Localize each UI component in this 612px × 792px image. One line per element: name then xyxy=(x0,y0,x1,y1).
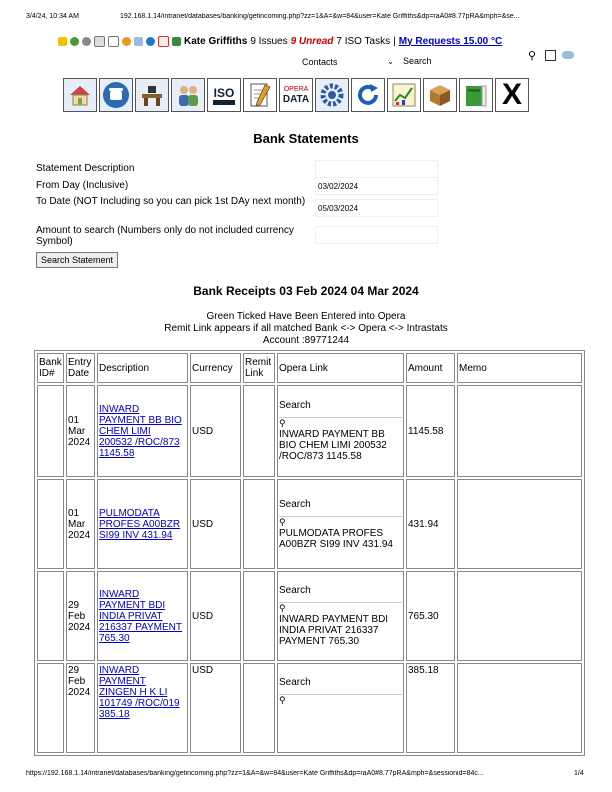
data-label: DATA xyxy=(282,94,310,105)
entry-date-cell xyxy=(66,385,95,477)
opera-search-button[interactable]: Search xyxy=(279,498,311,510)
star-icon[interactable] xyxy=(58,37,67,46)
status-bar xyxy=(58,34,598,48)
entry-year: 2024 xyxy=(68,436,91,448)
from-day-input[interactable]: 03/02/2024 xyxy=(315,177,438,195)
status-separator: | xyxy=(393,35,396,47)
description-cell xyxy=(97,663,188,753)
bank-id-cell xyxy=(37,479,64,569)
globe-icon[interactable] xyxy=(70,37,79,46)
entry-date-cell xyxy=(66,571,95,661)
chart-icon[interactable] xyxy=(387,78,421,112)
bank-id-cell xyxy=(37,385,64,477)
table-row xyxy=(37,385,582,477)
footer-band xyxy=(0,764,612,792)
amount-cell: 765.30 xyxy=(406,571,455,661)
home-icon[interactable] xyxy=(63,78,97,112)
opera-search-button[interactable]: Search xyxy=(279,585,311,596)
money-icon[interactable] xyxy=(172,37,181,46)
opera-search-icon[interactable]: ⚲ xyxy=(279,603,286,613)
receipts-title: Bank Receipts 03 Feb 2024 04 Mar 2024 xyxy=(193,284,419,298)
entry-year: 2024 xyxy=(68,529,91,541)
header-memo: Memo xyxy=(457,353,582,383)
bank-id-cell xyxy=(37,663,64,753)
opera-match-text: PULMODATA PROFES A00BZR SI99 INV 431.94 xyxy=(279,527,393,550)
statement-description-input[interactable] xyxy=(315,160,438,178)
description-link[interactable]: INWARD PAYMENT ZINGEN H K LI 101749 /ROC/019 385.18 xyxy=(99,665,180,720)
close-icon[interactable] xyxy=(495,78,529,112)
gear-icon[interactable] xyxy=(315,78,349,112)
entry-day: 01 xyxy=(68,414,80,426)
table-row xyxy=(37,571,582,661)
copy-icon[interactable] xyxy=(108,36,119,47)
search-label[interactable]: Search xyxy=(403,56,432,66)
table-row xyxy=(37,663,582,753)
description-cell xyxy=(97,385,188,477)
chat-icon[interactable] xyxy=(146,37,155,46)
page-title: Bank Statements xyxy=(253,131,359,146)
from-day-label: From Day (Inclusive) xyxy=(36,180,129,191)
bank-id-cell xyxy=(37,571,64,661)
amount-cell: 431.94 xyxy=(406,479,455,569)
to-date-label: To Date (NOT Including so you can pick 1st DAy next month) xyxy=(36,196,306,207)
opera-search-icon[interactable]: ⚲ xyxy=(279,695,286,705)
box-icon[interactable] xyxy=(423,78,457,112)
header-remit-link: Remit Link xyxy=(243,353,275,383)
tool-icon[interactable] xyxy=(134,37,143,46)
opera-label: OPERA xyxy=(283,86,309,93)
receipts-table xyxy=(34,350,585,756)
opera-search-button[interactable]: Search xyxy=(279,677,311,688)
opera-link-cell xyxy=(277,385,404,477)
memo-cell[interactable] xyxy=(457,663,582,753)
opera-link-cell xyxy=(277,479,404,569)
print-datetime: 3/4/24, 10:34 AM xyxy=(26,13,79,20)
print-page-number: 1/4 xyxy=(574,770,584,777)
icon-toolbar xyxy=(63,78,529,112)
magnifier-icon[interactable]: ⚲ xyxy=(528,50,537,62)
books-icon[interactable] xyxy=(459,78,493,112)
receipts-notes xyxy=(0,311,612,347)
print-footer-url: https://192.168.1.14/intranet/databases/banking/getincoming.php?zz=1&A=&w=84&user=Kate Griffiths&dp=raA0#8.77pRA&mph=&sessionid=84c... xyxy=(26,770,484,777)
edit-icon[interactable] xyxy=(158,36,169,47)
amount-cell: 385.18 xyxy=(406,663,455,753)
entry-date-cell xyxy=(66,479,95,569)
entry-day: 29 xyxy=(68,665,80,676)
receipts-note-remit: Remit Link appears if all matched Bank <-> Opera <-> Intrastats xyxy=(164,323,448,334)
opera-link-cell xyxy=(277,571,404,661)
currency-cell: USD xyxy=(190,663,241,753)
entry-month: Mar xyxy=(68,425,86,437)
memo-cell[interactable] xyxy=(457,385,582,477)
iso-tasks[interactable]: 7 ISO Tasks xyxy=(336,35,391,47)
close-icon-glyph: X xyxy=(501,78,522,111)
refresh-icon[interactable] xyxy=(351,78,385,112)
entry-month: Feb xyxy=(68,676,86,687)
currency-cell: USD xyxy=(190,385,241,477)
print-url: 192.168.1.14/intranet/databases/banking/getincoming.php?zz=1&A=&w=84&user=Kate Griffiths&dp=raA0#8.77pRA&mph=&se... xyxy=(120,13,520,20)
header-amount: Amount xyxy=(406,353,455,383)
opera-match-text: INWARD PAYMENT BDI INDIA PRIVAT 216337 PAYMENT 765.30 xyxy=(279,614,389,647)
entry-month: Feb xyxy=(68,610,86,622)
unread-count[interactable]: 9 Unread xyxy=(290,35,334,47)
statement-description-label: Statement Description xyxy=(36,163,135,174)
account-number: Account :89771244 xyxy=(262,335,350,346)
table-row xyxy=(37,479,582,569)
currency-cell: USD xyxy=(190,479,241,569)
memo-cell[interactable] xyxy=(457,479,582,569)
contacts-select[interactable] xyxy=(302,55,394,68)
entry-year: 2024 xyxy=(68,621,91,633)
remit-link-cell xyxy=(243,385,275,477)
amount-label: Amount to search (Numbers only do not included currency Symbol) xyxy=(36,225,294,247)
entry-month: Mar xyxy=(68,518,86,530)
amount-cell: 1145.58 xyxy=(406,385,455,477)
header-currency: Currency xyxy=(190,353,241,383)
iso-icon-label: ISO xyxy=(213,85,235,100)
table-header-row xyxy=(37,353,582,383)
people-icon[interactable] xyxy=(171,78,205,112)
currency-cell: USD xyxy=(190,571,241,661)
entry-year: 2024 xyxy=(68,687,91,698)
settings-icon[interactable] xyxy=(82,37,91,46)
external-link-icon[interactable] xyxy=(545,50,556,61)
header-opera-link: Opera Link xyxy=(277,353,404,383)
my-requests-link[interactable]: My Requests 15.00 °C xyxy=(398,35,503,47)
remit-link-cell xyxy=(243,663,275,753)
description-link[interactable]: PULMODATA PROFES A00BZR SI99 INV 431.94 xyxy=(99,507,181,541)
receipts-note-ticked: Green Ticked Have Been Entered into Opera xyxy=(206,311,406,322)
user-name: Kate Griffiths xyxy=(184,35,248,47)
chevron-down-icon: ⌄ xyxy=(387,57,394,66)
wallet-icon[interactable] xyxy=(122,37,131,46)
issues-count[interactable]: 9 Issues xyxy=(250,35,288,47)
entry-date-cell xyxy=(66,663,95,753)
description-link[interactable]: INWARD PAYMENT BB BIO CHEM LIMI 200532 /ROC/873 1145.58 xyxy=(99,403,182,459)
sync-icon[interactable] xyxy=(562,51,574,59)
telephone-icon[interactable] xyxy=(99,78,133,112)
description-cell xyxy=(97,479,188,569)
opera-link-cell xyxy=(277,663,404,753)
opera-search-icon[interactable]: ⚲ xyxy=(279,516,286,527)
opera-data-icon[interactable] xyxy=(279,78,313,112)
amount-input[interactable] xyxy=(315,226,438,244)
entry-day: 01 xyxy=(68,507,80,519)
header-bank-id: Bank ID# xyxy=(37,353,64,383)
remit-link-cell xyxy=(243,571,275,661)
to-date-input[interactable]: 05/03/2024 xyxy=(315,199,438,217)
window-icon[interactable] xyxy=(94,36,105,47)
opera-search-button[interactable]: Search xyxy=(279,400,311,411)
description-cell xyxy=(97,571,188,661)
remit-link-cell xyxy=(243,479,275,569)
memo-cell[interactable] xyxy=(457,571,582,661)
entry-day: 29 xyxy=(68,599,80,611)
header-description: Description xyxy=(97,353,188,383)
opera-search-icon[interactable]: ⚲ xyxy=(279,418,286,428)
iso-icon[interactable] xyxy=(207,78,241,112)
header-entry-date: Entry Date xyxy=(66,353,95,383)
description-link[interactable]: INWARD PAYMENT BDI INDIA PRIVAT 216337 PAYMENT 765.30 xyxy=(99,588,183,644)
desk-icon[interactable] xyxy=(135,78,169,112)
notepad-icon[interactable] xyxy=(243,78,277,112)
contacts-selected: Contacts xyxy=(302,56,338,67)
opera-match-text: INWARD PAYMENT BB BIO CHEM LIMI 200532 /ROC/873 1145.58 xyxy=(279,429,387,462)
search-statement-button[interactable]: Search Statement xyxy=(36,252,118,268)
